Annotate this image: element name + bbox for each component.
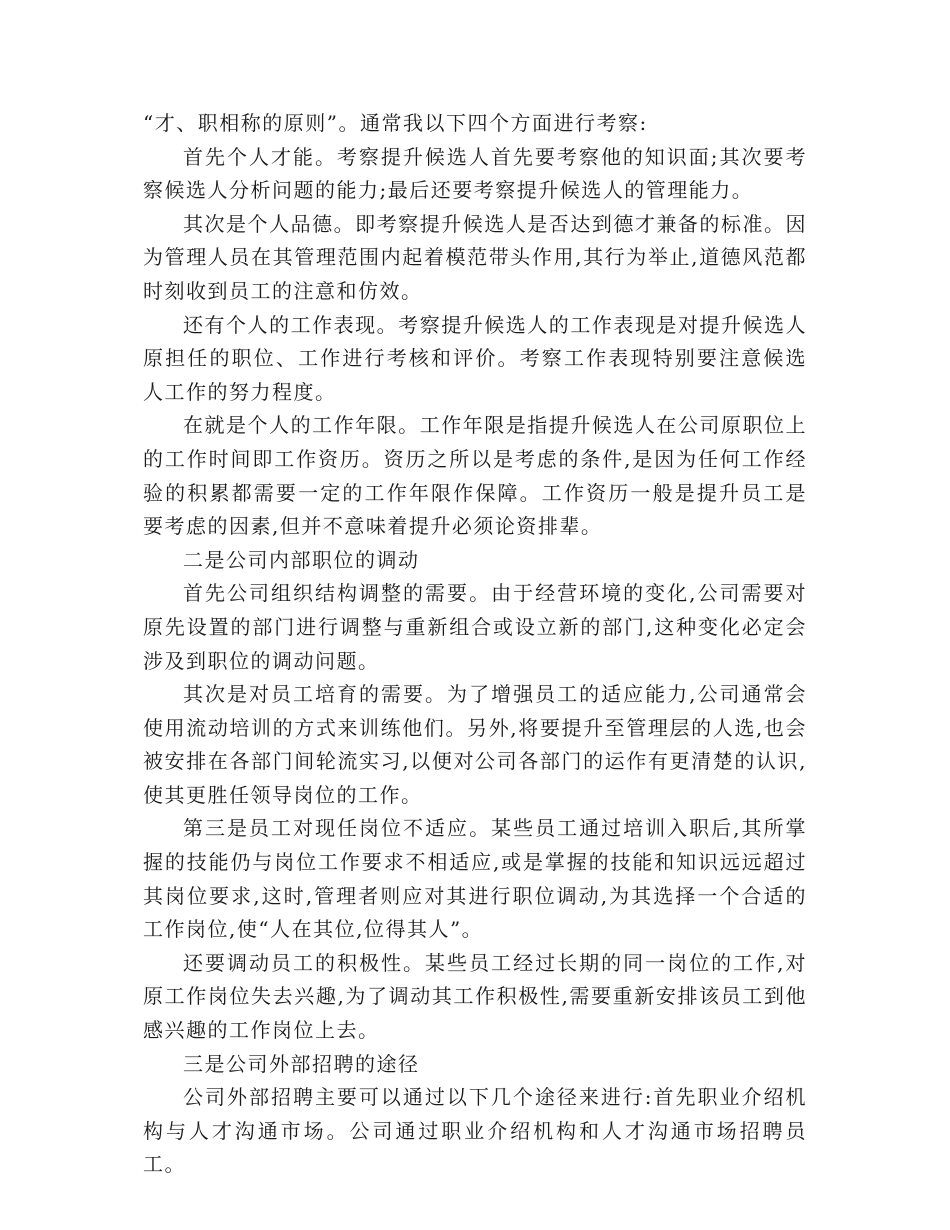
paragraph-3: 其次是个人品德。即考察提升候选人是否达到德才兼备的标准。因为管理人员在其管理范围内起着模范带头作用,其行为举止,道德风范都时刻收到员工的注意和仿效。 (143, 211, 807, 303)
paragraph-10: 还要调动员工的积极性。某些员工经过长期的同一岗位的工作,对原工作岗位失去兴趣,为了调动其工作积极性,需要重新安排该员工到他感兴趣的工作岗位上去。 (143, 950, 807, 1043)
paragraph-9: 第三是员工对现任岗位不适应。某些员工通过培训入职后,其所掌握的技能仍与岗位工作要求不相适应,或是掌握的技能和知识远远超过其岗位要求,这时,管理者则应对其进行职位调动,为其选择一个合适的工作岗位,使“人在其位,位得其人”。 (143, 816, 807, 942)
paragraph-8: 其次是对员工培育的需要。为了增强员工的适应能力,公司通常会使用流动培训的方式来训练他们。另外,将要提升至管理层的人选,也会被安排在各部门间轮流实习,以便对公司各部门的运作有更清楚的认识,使其更胜任领导岗位的工作。 (143, 682, 807, 807)
paragraph-12: 公司外部招聘主要可以通过以下几个途径来进行:首先职业介绍机构与人才沟通市场。公司通过职业介绍机构和人才沟通市场招聘员工。 (143, 1085, 807, 1177)
paragraph-4: 还有个人的工作表现。考察提升候选人的工作表现是对提升候选人原担任的职位、工作进行考核和评价。考察工作表现特别要注意候选人工作的努力程度。 (143, 312, 807, 404)
document-body (143, 107, 807, 1182)
paragraph-2: 首先个人才能。考察提升候选人首先要考察他的知识面;其次要考察候选人分析问题的能力;最后还要考察提升候选人的管理能力。 (143, 144, 807, 203)
section-heading-internal-transfer: 二是公司内部职位的调动 (183, 547, 420, 572)
section-heading-external-recruitment: 三是公司外部招聘的途径 (183, 1051, 420, 1076)
paragraph-5: 在就是个人的工作年限。工作年限是指提升候选人在公司原职位上的工作时间即工作资历。资历之所以是考虑的条件,是因为任何工作经验的积累都需要一定的工作年限作保障。工作资历一般是提升员工是要考虑的因素,但并不意味着提升必须论资排辈。 (143, 413, 807, 539)
paragraph-1: “才、职相称的原则”。通常我以下四个方面进行考察: (143, 111, 648, 135)
paragraph-7: 首先公司组织结构调整的需要。由于经营环境的变化,公司需要对原先设置的部门进行调整与重新组合或设立新的部门,这种变化必定会涉及到职位的调动问题。 (143, 581, 807, 673)
